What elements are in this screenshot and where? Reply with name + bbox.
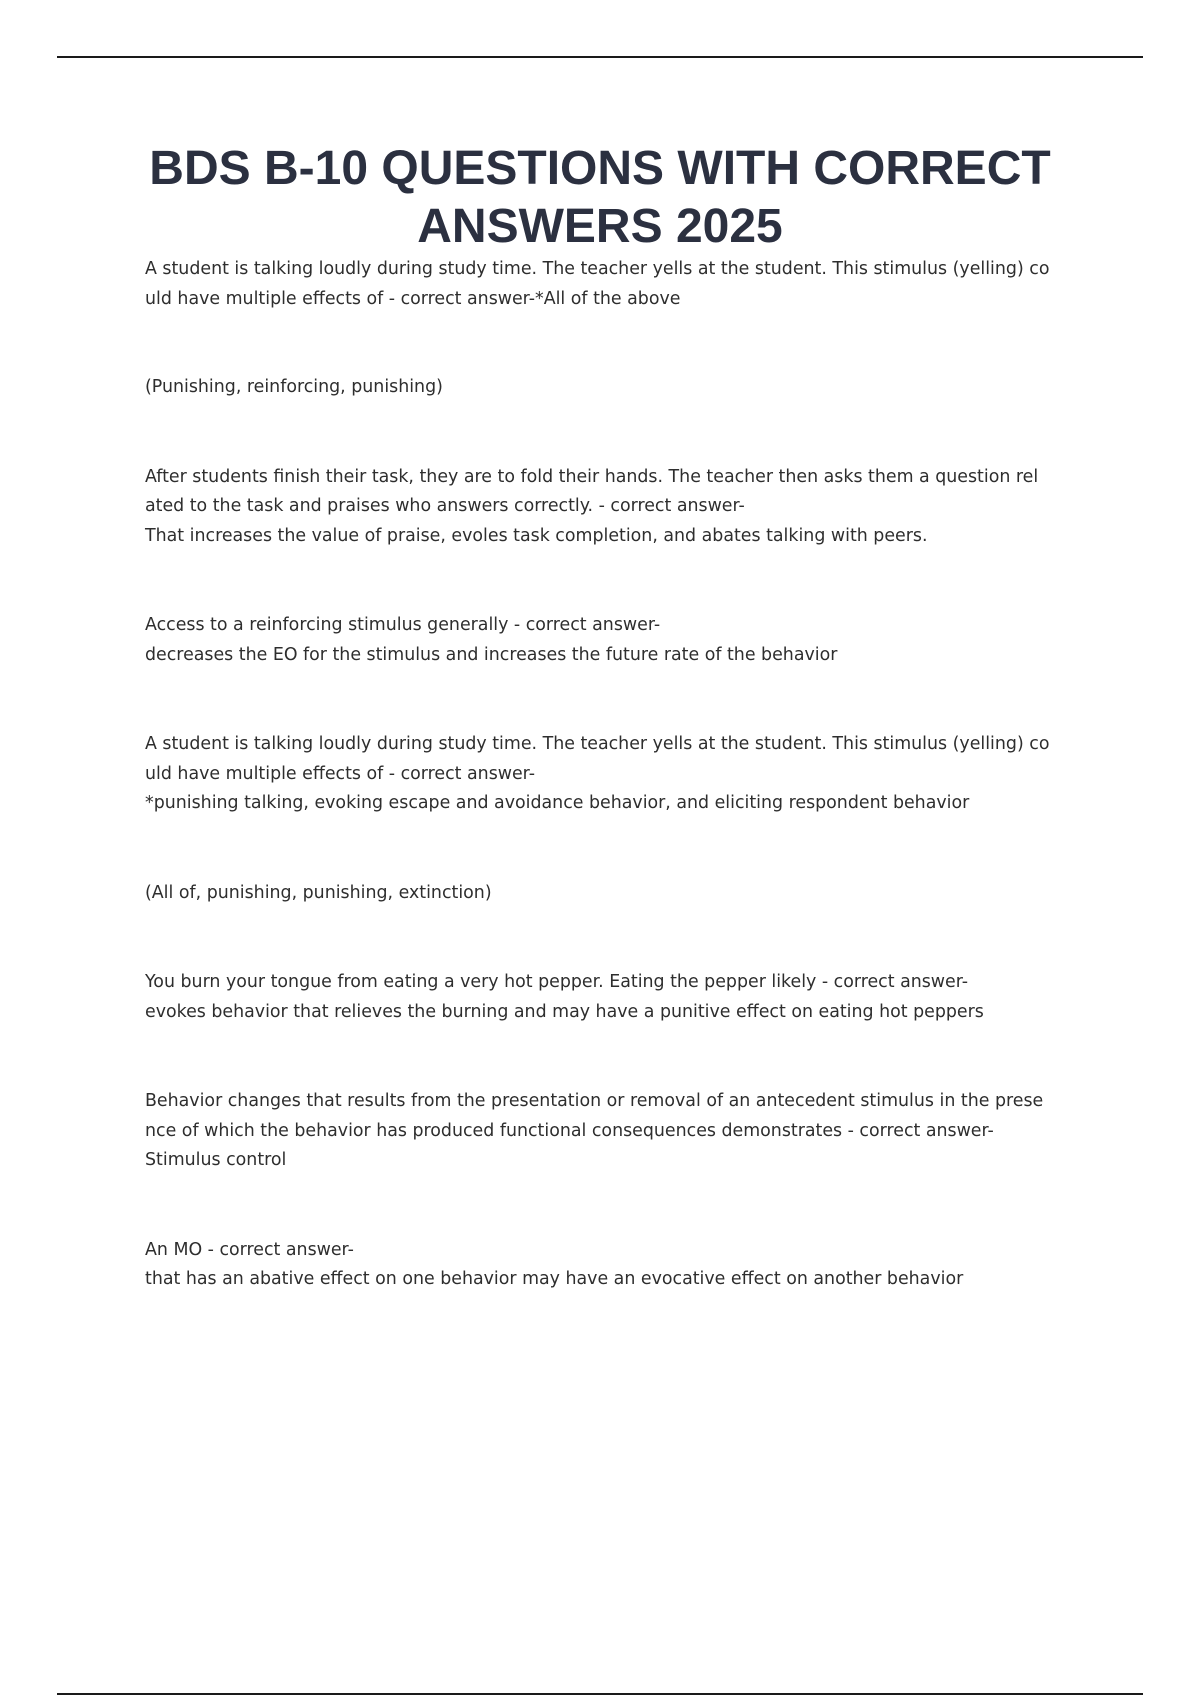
document-title — [0, 140, 1200, 256]
document-body — [145, 255, 1095, 1295]
qa-item — [145, 968, 1095, 1027]
qa-item — [145, 1087, 1095, 1176]
text-line: After students finish their task, they are to fold their hands. The teacher then asks them a question rel — [145, 466, 1039, 487]
bottom-rule — [57, 1693, 1143, 1695]
text-line: decreases the EO for the stimulus and increases the future rate of the behavior — [145, 644, 838, 665]
text-line: A student is talking loudly during study time. The teacher yells at the student. This stimulus (yelling) co — [145, 259, 1050, 279]
qa-item — [145, 255, 1095, 314]
title-line: ANSWERS 2025 — [417, 200, 783, 253]
qa-item — [145, 611, 1095, 670]
text-line: That increases the value of praise, evoles task completion, and abates talking with peers. — [145, 525, 928, 546]
text-line: evokes behavior that relieves the burning and may have a punitive effect on eating hot peppers — [145, 1001, 984, 1022]
qa-item — [145, 730, 1095, 819]
text-line: Access to a reinforcing stimulus generally - correct answer- — [145, 615, 661, 635]
text-line: uld have multiple effects of - correct answer- — [145, 763, 535, 784]
text-line: Behavior changes that results from the presentation or removal of an antecedent stimulus in the prese — [145, 1091, 1044, 1111]
text-line: You burn your tongue from eating a very hot pepper. Eating the pepper likely - correct answer- — [145, 972, 969, 992]
text-line: An MO - correct answer- — [145, 1239, 354, 1260]
text-line: that has an abative effect on one behavior may have an evocative effect on another behavior — [145, 1269, 964, 1289]
qa-item — [145, 463, 1095, 552]
qa-note — [145, 373, 1095, 403]
text-line: Stimulus control — [145, 1150, 287, 1170]
text-line: A student is talking loudly during study time. The teacher yells at the student. This stimulus (yelling) co — [145, 734, 1050, 754]
text-line: *punishing talking, evoking escape and avoidance behavior, and eliciting respondent behavior — [145, 793, 970, 813]
title-line: BDS B-10 QUESTIONS WITH CORRECT — [149, 142, 1051, 195]
top-rule — [57, 56, 1143, 58]
qa-note — [145, 879, 1095, 909]
text-line: (Punishing, reinforcing, punishing) — [145, 377, 443, 397]
text-line: uld have multiple effects of - correct answer-*All of the above — [145, 288, 681, 309]
text-line: (All of, punishing, punishing, extinction) — [145, 882, 492, 903]
text-line: ated to the task and praises who answers correctly. - correct answer- — [145, 496, 745, 516]
text-line: nce of which the behavior has produced functional consequences demonstrates - correct answer- — [145, 1120, 994, 1141]
qa-item — [145, 1236, 1095, 1295]
